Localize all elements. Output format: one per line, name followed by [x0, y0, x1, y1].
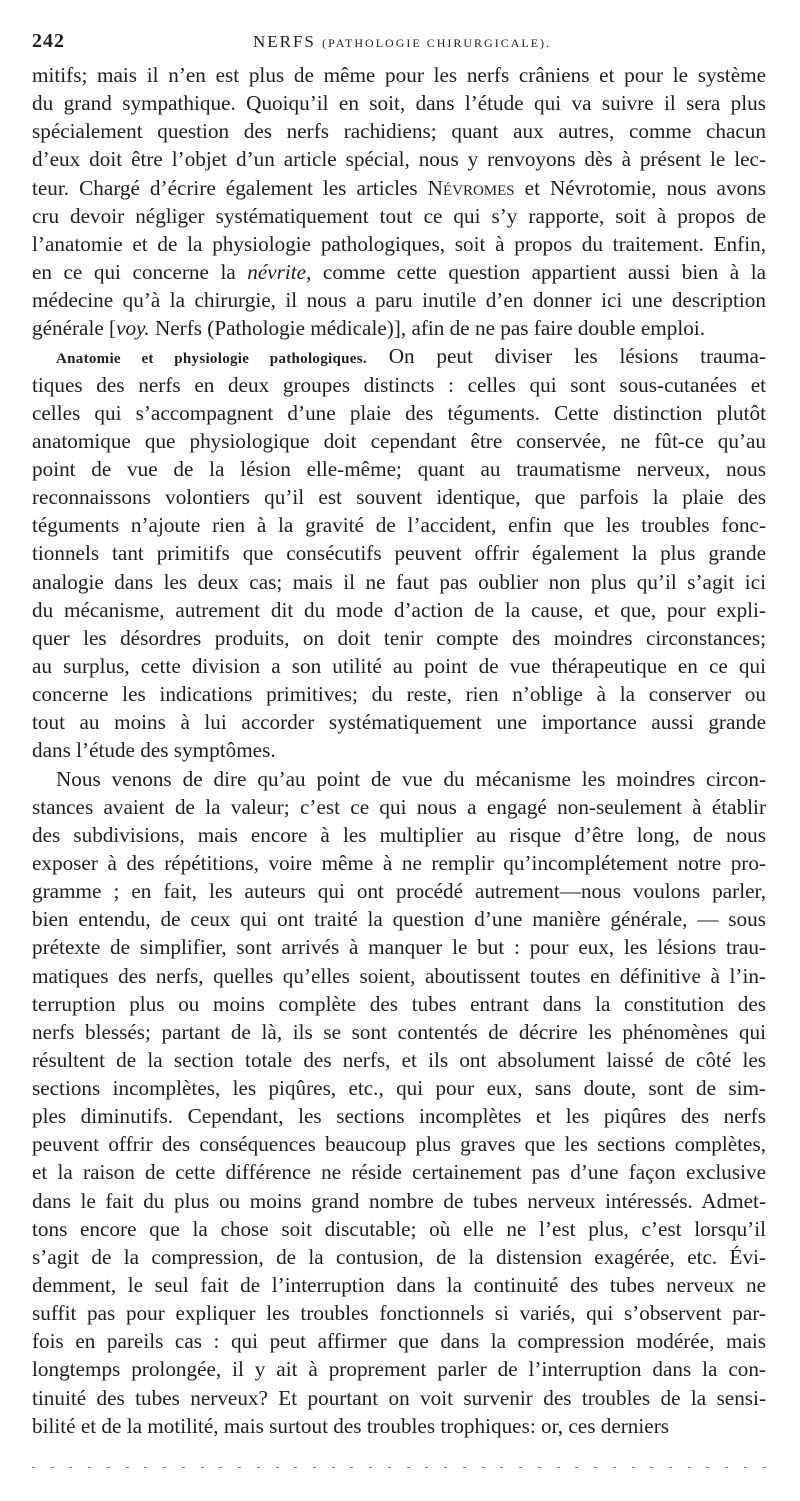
- text-line: point de vue de la lésion elle-même; quant au traumatisme nerveux, nous: [32, 456, 766, 481]
- page-header: [32, 30, 772, 56]
- rule-dot: [313, 1467, 316, 1468]
- text-line: nerfs blessés; partant de là, ils se sont contentés de décrire les phénomènes qui: [32, 1019, 766, 1044]
- rule-dot: [388, 1467, 391, 1468]
- rule-dot: [482, 1467, 485, 1468]
- rule-dot: [144, 1467, 147, 1468]
- text-line: anatomique que physiologique doit cependant être conservée, ne fût-ce qu’au: [32, 428, 766, 453]
- page-number: 242: [32, 30, 65, 52]
- styled-word: Névromes: [427, 175, 515, 200]
- rule-dot: [294, 1467, 297, 1468]
- text-line: exposer à des répétitions, voire même à ne remplir qu’incomplétement notre pro-: [32, 850, 766, 875]
- text-line: Anatomie et physiologie pathologiques. On peut diviser les lésions trauma-: [56, 344, 767, 369]
- text-line: concerne les indications primitives; du reste, rien n’oblige à la conserver ou: [32, 682, 766, 707]
- text-line: du mécanisme, autrement dit du mode d’action de la cause, et que, pour expli-: [32, 597, 766, 622]
- text-line: s’agit de la compression, de la contusion, de la distension exagérée, etc. Évi-: [32, 1244, 766, 1269]
- rule-dot: [332, 1467, 335, 1468]
- rule-dot: [88, 1467, 91, 1468]
- rule-dot: [594, 1467, 597, 1468]
- rule-dot: [425, 1467, 428, 1468]
- running-title-sub: (PATHOLOGIE CHIRURGICALE).: [322, 36, 552, 50]
- text-line: peuvent offrir des conséquences beaucoup plus graves que les sections complètes,: [32, 1132, 766, 1157]
- rule-dot: [219, 1467, 222, 1468]
- rule-dot: [744, 1467, 747, 1468]
- text-line: dans l’étude des symptômes.: [32, 738, 276, 763]
- text-line: tinuité des tubes nerveux? Et pourtant on voit survenir des troubles de la sensi-: [32, 1385, 766, 1410]
- rule-dot: [369, 1467, 372, 1468]
- text-line: Nous venons de dire qu’au point de vue du mécanisme les moindres circon-: [56, 766, 766, 791]
- rule-dot: [126, 1467, 129, 1468]
- running-title: [32, 32, 772, 52]
- text-line: tout au moins à lui accorder systématiquement une importance aussi grande: [32, 710, 766, 735]
- text-line: sections incomplètes, les piqûres, etc., qui pour eux, sans doute, sont de sim-: [32, 1076, 766, 1101]
- text-line: gramme ; en fait, les auteurs qui ont procédé autrement—nous voulons parler,: [32, 879, 766, 904]
- text-line: générale [voy. Nerfs (Pathologie médicale)], afin de ne pas faire double emploi.: [32, 316, 706, 341]
- rule-dot: [51, 1467, 54, 1468]
- rule-dot: [632, 1467, 635, 1468]
- text-line: mitifs; mais il n’en est plus de même pour les nerfs crâniens et pour le système: [32, 63, 766, 87]
- text-line: tionnels tant primitifs que consécutifs peuvent offrir également la plus grande: [32, 541, 766, 566]
- rule-dot: [519, 1467, 522, 1468]
- text-line: demment, le seul fait de l’interruption dans la continuité des tubes nerveux ne: [32, 1273, 766, 1298]
- text-line: du grand sympathique. Quoiqu’il en soit, dans l’étude qui va suivre il sera plus: [32, 91, 766, 116]
- text-line: médecine qu’à la chirurgie, il nous a paru inutile d’en donner ici une description: [32, 288, 766, 313]
- rule-dot: [163, 1467, 166, 1468]
- rule-dot: [407, 1467, 410, 1468]
- text-line: bien entendu, de ceux qui ont traité la question d’une manière générale, — sous: [32, 907, 766, 932]
- text-line: téguments n’ajoute rien à la gravité de l’accident, enfin que les troubles fonc-: [32, 513, 766, 538]
- styled-word: névrite: [247, 259, 307, 284]
- rule-dot: [182, 1467, 185, 1468]
- rule-dot: [350, 1467, 353, 1468]
- rule-dot: [463, 1467, 466, 1468]
- text-line: tons encore que la chose soit discutable; où elle ne l’est plus, c’est lorsqu’il: [32, 1216, 766, 1241]
- bottom-dotted-rule: [32, 1462, 766, 1472]
- text-line: terruption plus ou moins complète des tubes entrant dans la constitution des: [32, 991, 766, 1016]
- rule-dot: [257, 1467, 260, 1468]
- text-line: résultent de la section totale des nerfs, et ils ont absolument laissé de côté les: [32, 1047, 766, 1072]
- text-line: tiques des nerfs en deux groupes distincts : celles qui sont sous-cutanées et: [32, 372, 766, 397]
- rule-dot: [500, 1467, 503, 1468]
- rule-dot: [650, 1467, 653, 1468]
- text-line: teur. Chargé d’écrire également les articles Névromes et Névrotomie, nous avons: [32, 175, 766, 200]
- rule-dot: [444, 1467, 447, 1468]
- text-line: l’anatomie et de la physiologie pathologiques, soit à propos du traitement. Enfin,: [32, 231, 766, 256]
- rule-dot: [32, 1467, 35, 1468]
- text-line: reconnaissons volontiers qu’il est souvent identique, que parfois la plaie des: [32, 485, 766, 510]
- text-line: au surplus, cette division a son utilité au point de vue thérapeutique en ce qui: [32, 653, 766, 678]
- rule-dot: [538, 1467, 541, 1468]
- text-line: ples diminutifs. Cependant, les sections incomplètes et les piqûres des nerfs: [32, 1104, 766, 1129]
- text-line: d’eux doit être l’objet d’un article spécial, nous y renvoyons dès à présent le lec-: [32, 147, 766, 172]
- text-line: stances avaient de la valeur; c’est ce qui nous a engagé non-seulement à établir: [32, 794, 766, 819]
- text-line: et la raison de cette différence ne réside certainement pas d’une façon exclusive: [32, 1160, 766, 1185]
- text-line: analogie dans les deux cas; mais il ne faut pas oublier non plus qu’il s’agit ici: [32, 569, 766, 594]
- running-title-main: NERFS: [252, 32, 316, 51]
- rule-dot: [107, 1467, 110, 1468]
- text-line: quer les désordres produits, on doit tenir compte des moindres circonstances;: [32, 625, 766, 650]
- body-text: [32, 61, 766, 1440]
- rule-dot: [276, 1467, 279, 1468]
- rule-dot: [669, 1467, 672, 1468]
- text-line: bilité et de la motilité, mais surtout des troubles trophiques: or, ces derniers: [32, 1413, 669, 1438]
- text-line: cru devoir négliger systématiquement tout ce qui s’y rapporte, soit à propos de: [32, 203, 766, 228]
- rule-dot: [69, 1467, 72, 1468]
- text-line: fois en pareils cas : qui peut affirmer que dans la compression modérée, mais: [32, 1329, 766, 1354]
- rule-dot: [575, 1467, 578, 1468]
- text-line: suffit pas pour expliquer les troubles fonctionnels si variés, qui s’observent par-: [32, 1301, 766, 1326]
- text-line: prétexte de simplifier, sont arrivés à manquer le but : pour eux, les lésions trau-: [32, 935, 766, 960]
- rule-dot: [557, 1467, 560, 1468]
- text-line: longtemps prolongée, il y ait à proprement parler de l’interruption dans la con-: [32, 1357, 766, 1382]
- text-line: en ce qui concerne la névrite, comme cette question appartient aussi bien à la: [32, 259, 767, 284]
- text-line: matiques des nerfs, quelles qu’elles soient, aboutissent toutes en définitive à l’in-: [32, 963, 766, 988]
- section-heading: Anatomie et physiologie pathologiques.: [56, 351, 367, 368]
- rule-dot: [706, 1467, 709, 1468]
- text-line: des subdivisions, mais encore à les multiplier au risque d’être long, de nous: [32, 822, 766, 847]
- rule-dot: [238, 1467, 241, 1468]
- text-line: spécialement question des nerfs rachidiens; quant aux autres, comme chacun: [32, 119, 766, 144]
- text-line: celles qui s’accompagnent d’une plaie des téguments. Cette distinction plutôt: [32, 400, 766, 425]
- rule-dot: [613, 1467, 616, 1468]
- rule-dot: [763, 1467, 766, 1468]
- rule-dot: [201, 1467, 204, 1468]
- rule-dot: [725, 1467, 728, 1468]
- styled-word: voy.: [116, 316, 150, 341]
- text-line: dans le fait du plus ou moins grand nombre de tubes nerveux intéressés. Admet-: [32, 1188, 766, 1213]
- rule-dot: [688, 1467, 691, 1468]
